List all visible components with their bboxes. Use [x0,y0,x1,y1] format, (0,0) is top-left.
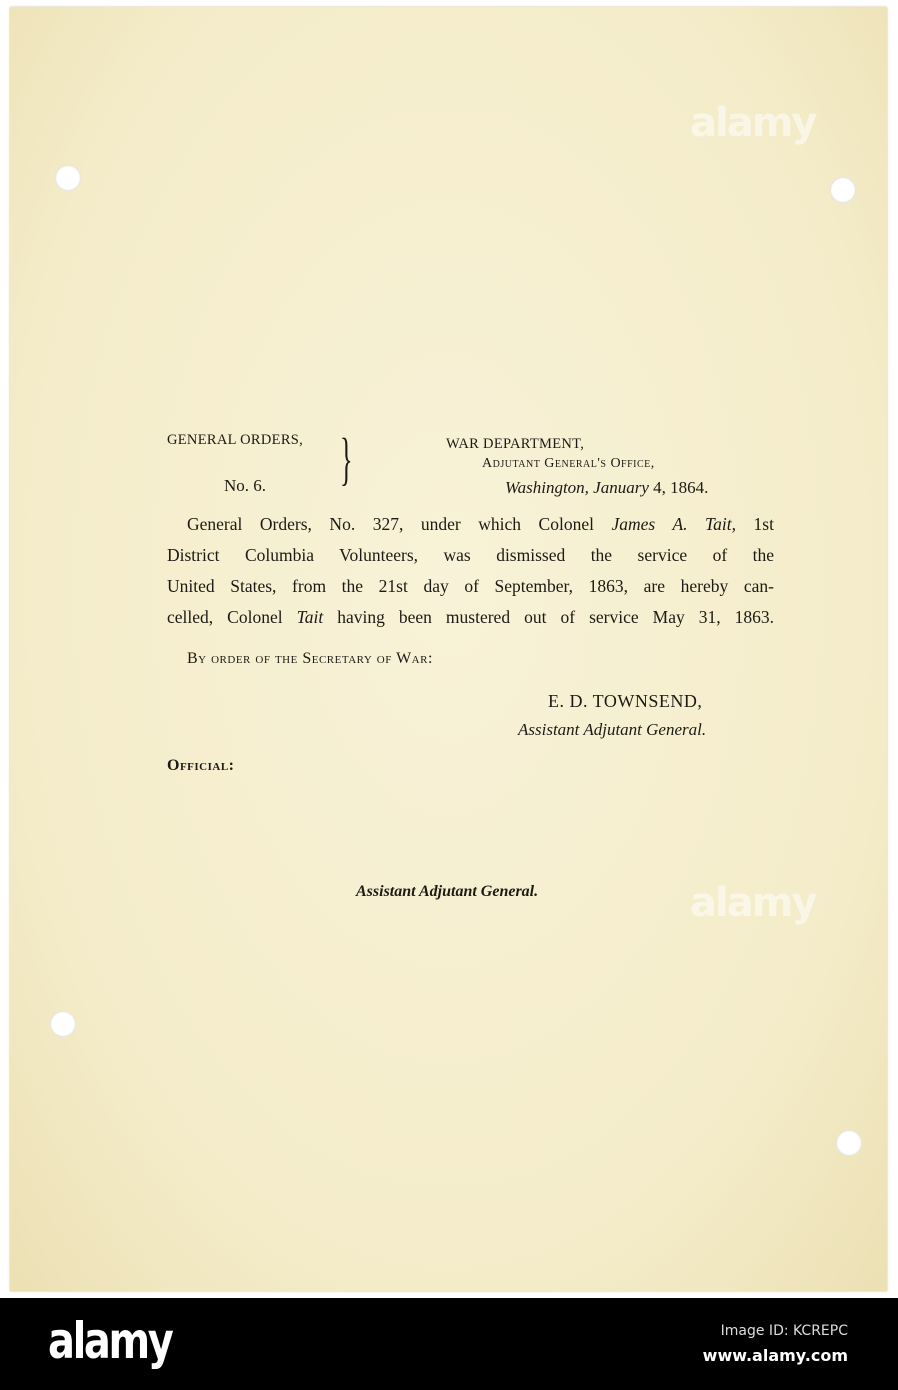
place-date-italic: Washington, January [505,478,649,497]
order-number: No. 6. [224,476,267,495]
name-italic: Tait [296,607,324,627]
brace-icon: } [340,426,353,491]
body-line [167,576,774,597]
body-line [167,545,774,566]
name-italic: James A. Tait, [611,514,737,534]
watermark-footer [0,1298,898,1390]
watermark-logo: alamy [690,880,816,926]
text: District Columbia Volunteers, was dismissed the service of the [167,545,774,565]
site-url: www.alamy.com [702,1346,848,1365]
signer-name: E. D. TOWNSEND, [548,691,703,711]
official-title: Assistant Adjutant General. [356,883,539,900]
official-label: Official: [167,757,235,774]
text: having been mustered out of service May 31, 1863. [323,607,774,627]
text: General Orders, No. 327, under which Colonel [187,514,612,534]
image-id: Image ID: KCREPC [720,1323,848,1339]
document-page [10,7,887,1291]
signer-title: Assistant Adjutant General. [518,720,707,739]
place-date-rest: 4, 1864. [648,478,709,497]
punch-hole [830,177,856,203]
punch-hole [836,1130,862,1156]
by-order-line: By order of the Secretary of War: [187,650,433,667]
text: United States, from the 21st day of September, 1863, are hereby can- [167,576,774,596]
office-name: Adjutant General's Office, [482,456,655,471]
punch-hole [50,1011,76,1037]
body-line [187,514,774,535]
body-line [167,607,774,628]
general-orders-label: GENERAL ORDERS, [167,432,304,448]
watermark-logo: alamy [690,100,816,146]
text: 1st [736,514,774,534]
alamy-logo: alamy [48,1312,172,1370]
place-date [505,478,708,498]
punch-hole [55,165,81,191]
text: celled, Colonel [167,607,297,627]
department-name: WAR DEPARTMENT, [446,436,585,452]
